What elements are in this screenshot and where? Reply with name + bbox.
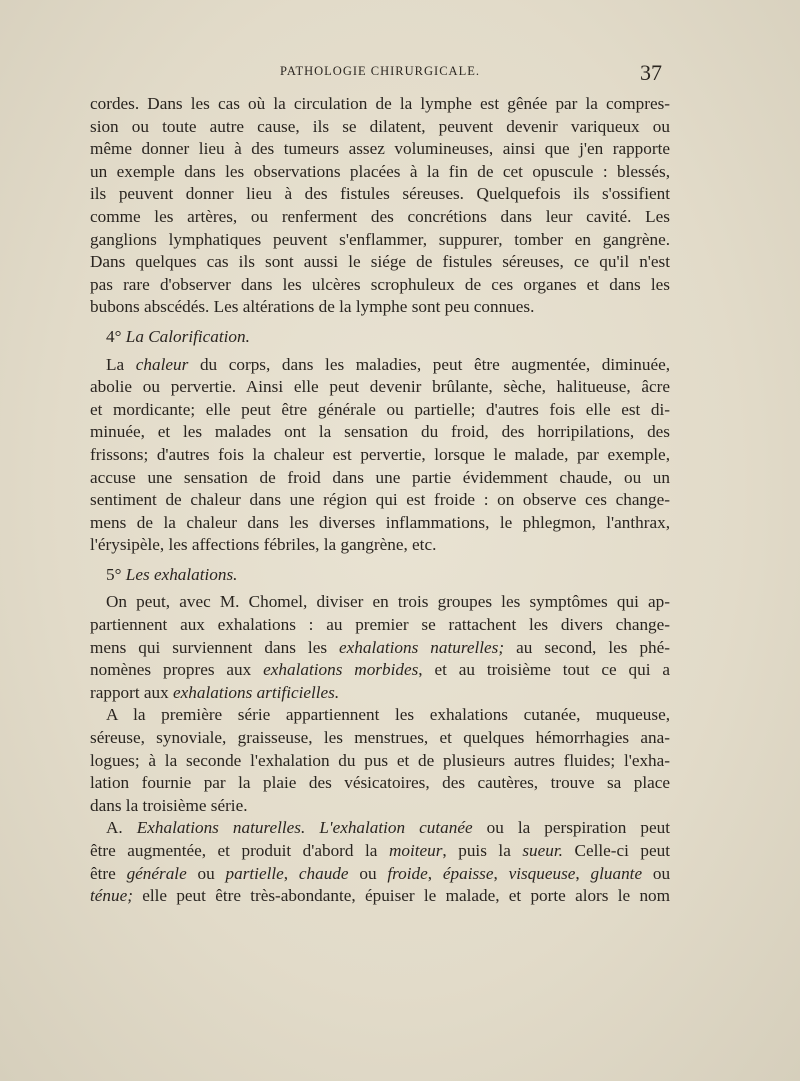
text-line: séreuse, synoviale, graisseuse, les menstrues, et quelques hémorrhagies ana- [90, 728, 670, 748]
text-line: bubons abscédés. Les altérations de la lymphe sont peu connues. [90, 297, 535, 317]
text-line: abolie ou pervertie. Ainsi elle peut devenir brûlante, sèche, halitueuse, âcre [90, 377, 670, 397]
text-line: lation fournie par la plaie des vésicatoires, des cautères, trouve sa place [90, 773, 670, 793]
text-line: mens de la chaleur dans les diverses inflammations, le phlegmon, l'anthrax, [90, 512, 670, 532]
page-number: 37 [640, 60, 662, 85]
text-line: dans la troisième série. [90, 795, 248, 815]
text-line: l'érysipèle, les affections fébriles, la gangrène, etc. [90, 535, 437, 555]
text-line: minuée, et les malades ont la sensation du froid, des horripilations, des [90, 422, 670, 442]
text-line: La chaleur du corps, dans les maladies, peut être augmentée, diminuée, [106, 354, 671, 374]
paragraph-heat [90, 354, 670, 557]
text-line: rapport aux exhalations artificielles. [90, 682, 340, 702]
text-line: nomènes propres aux exhalations morbides, et au troisième tout ce qui a [90, 660, 671, 680]
text-line: être augmentée, et produit d'abord la moiteur, puis la sueur. Celle-ci peut [90, 841, 671, 860]
text-line: être générale ou partielle, chaude ou froide, épaisse, visqueuse, gluante ou [90, 863, 671, 883]
section-title: Les exhalations. [125, 564, 238, 584]
text-line: un exemple dans les observations placées à la fin de cet opuscule : blessés, [90, 161, 670, 181]
text-line: A. Exhalations naturelles. L'exhalation cutanée ou la perspiration peut [106, 818, 670, 838]
text-line: sion ou toute autre cause, ils se dilatent, peuvent devenir variqueux ou [90, 116, 670, 136]
text-line: A la première série appartiennent les exhalations cutanée, muqueuse, [106, 705, 670, 725]
section-number: 5° [106, 564, 122, 584]
text-line: comme les artères, ou renferment des concrétions dans leur cavité. Les [90, 206, 670, 226]
text-line: ils peuvent donner lieu à des fistules séreuses. Quelquefois ils s'ossifient [90, 184, 670, 204]
text-line: même donner lieu à des tumeurs assez volumineuses, ainsi que j'en rapporte [90, 139, 670, 159]
text-line: et mordicante; elle peut être générale ou partielle; d'autres fois elle est di- [90, 399, 670, 419]
text-line: cordes. Dans les cas où la circulation de la lymphe est gênée par la compres- [90, 94, 670, 113]
text-line: sentiment de chaleur dans une région qui est froide : on observe ces change- [90, 490, 670, 510]
section-heading-calorification [90, 326, 670, 349]
text-line: ganglions lymphatiques peuvent s'enflammer, suppurer, tomber en gangrène. [90, 229, 670, 249]
text-line: logues; à la seconde l'exhalation du pus et de plusieurs autres fluides; l'exha- [90, 750, 670, 770]
running-title: PATHOLOGIE CHIRURGICALE. [280, 64, 480, 78]
text-line: On peut, avec M. Chomel, diviser en trois groupes les symptômes qui ap- [106, 592, 670, 612]
text-line: pas rare d'observer dans les ulcères scrophuleux de ces organes et dans les [90, 274, 670, 294]
text-line: frissons; d'autres fois la chaleur est pervertie, lorsque le malade, par exemple, [90, 444, 670, 464]
paragraph-natural-exhalations [90, 817, 670, 907]
section-title: La Calorification. [125, 326, 250, 346]
text-line: ténue; elle peut être très-abondante, épuiser le malade, et porte alors le nom [90, 886, 670, 906]
text-line: partiennent aux exhalations : au premier se rattachent les divers change- [90, 615, 670, 635]
paragraph-lymph-alterations [90, 93, 670, 319]
text-line: accuse une sensation de froid dans une partie évidemment chaude, ou un [90, 467, 670, 487]
section-number: 4° [106, 326, 122, 346]
body-text [90, 93, 670, 908]
section-heading-exhalations [90, 564, 670, 587]
paragraph-exhalation-groups [90, 591, 670, 704]
text-line: mens qui surviennent dans les exhalations naturelles; au second, les phé- [90, 637, 670, 657]
text-line: Dans quelques cas ils sont aussi le siége de fistules séreuses, ce qu'il n'est [90, 252, 670, 272]
paragraph-series [90, 704, 670, 817]
